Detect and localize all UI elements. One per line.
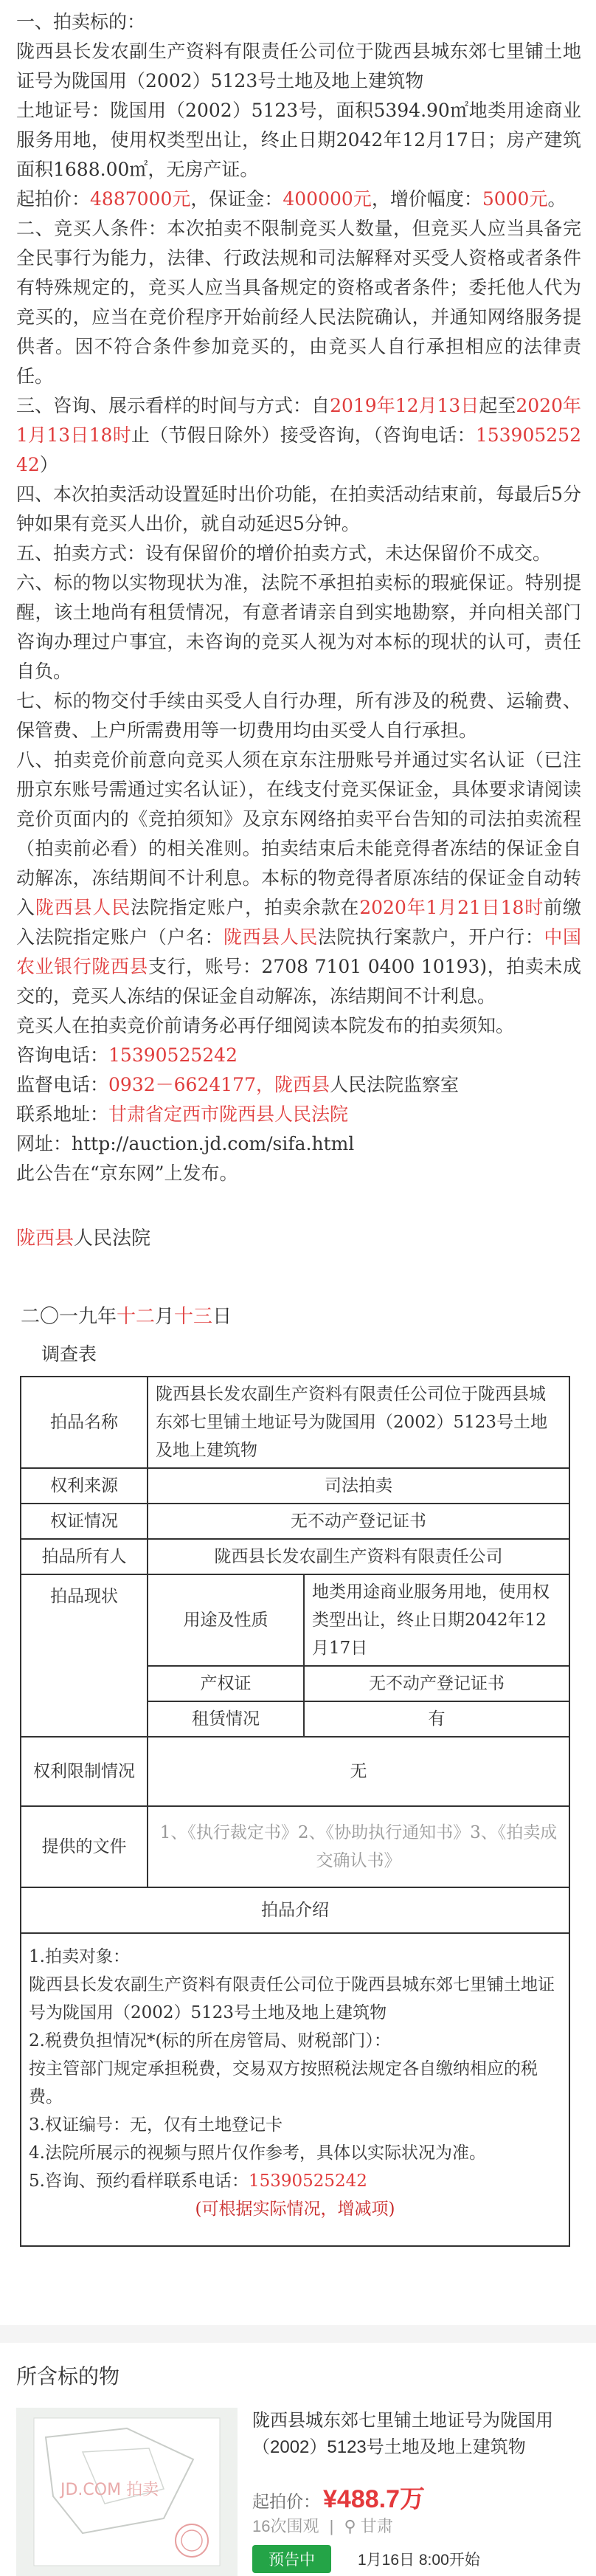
section-1-heading: 一、拍卖标的： <box>16 11 146 32</box>
table-row <box>21 1504 569 1539</box>
section-7-delivery: 七、标的物交付手续由买受人自行办理，所有涉及的税费、运输费、保管费、上户所需费用等一切费用均由买受人自行承担。 <box>16 690 581 741</box>
price-label: 起拍价： <box>252 2492 320 2511</box>
use-value: 地类用途商业服务用地，使用权类型出让，终止日期2042年12月17日 <box>304 1574 569 1666</box>
intro-line: 1.拍卖对象： <box>29 1947 130 1966</box>
intro-line: 2.税费负担情况*(标的所在房管局、财税部门）： <box>29 2031 391 2050</box>
consult-phone-line <box>16 1041 581 1070</box>
section-5-method: 五、拍卖方式：设有保留价的增价拍卖方式，未达保留价不成交。 <box>16 543 552 564</box>
owner-value: 陇西县长发农副生产资料有限责任公司 <box>148 1539 569 1574</box>
view-count: 16次围观 <box>252 2517 319 2535</box>
restrict-label: 权利限制情况 <box>21 1737 148 1806</box>
item-title[interactable]: 陇西县城东郊七里铺土地证号为陇国用（2002）5123号土地及地上建筑物 <box>252 2411 553 2457</box>
land-certificate-info: 土地证号：陇国用（2002）5123号，面积5394.90㎡地类用途商业服务用地，使用权类型出让，终止日期2042年12月17日；房产建筑面积1688.00㎡，无房产证。 <box>16 100 581 180</box>
punctuation: 。 <box>547 188 566 210</box>
table-row <box>21 1887 569 1933</box>
s8-deadline: 2020年1月21日18时 <box>359 897 544 918</box>
court-name <box>16 1224 150 1253</box>
supervise-phone-line <box>16 1070 581 1100</box>
s3-end-date: 2020年1月13日18时 <box>16 395 582 446</box>
lease-label: 租赁情况 <box>148 1701 304 1737</box>
separator: | <box>329 2517 334 2535</box>
website-label: 网址： <box>16 1133 72 1154</box>
s3-tail: ） <box>39 454 58 475</box>
s8-court-1: 陇西县人民 <box>35 897 131 918</box>
intro-contact-prefix: 5.咨询、预约看样联系电话： <box>29 2172 249 2191</box>
issue-date <box>21 1302 232 1332</box>
cert-label: 权证情况 <box>21 1504 148 1539</box>
restrict-value: 无 <box>148 1737 569 1806</box>
price-value: ¥488.7万 <box>323 2485 425 2513</box>
supervise-phone[interactable]: 0932－6624177，陇西县 <box>108 1074 330 1095</box>
consult-label: 咨询电话： <box>16 1044 109 1066</box>
intro-contact-line <box>29 2167 561 2195</box>
thumbnail-image <box>16 2408 238 2576</box>
court-name-tail: 人民法院 <box>74 1227 151 1250</box>
date-month: 十二 <box>117 1306 156 1328</box>
address-label: 联系地址： <box>16 1103 109 1125</box>
s8-d: 法院执行案款户，开户行： <box>317 926 544 948</box>
table-row <box>21 1933 569 2246</box>
date-day: 十三 <box>174 1306 213 1328</box>
date-tail: 日 <box>212 1306 232 1328</box>
intro-line: 按主管部门规定承担税费，交易双方按照税法规定各自缴纳相应的税费。 <box>29 2059 538 2107</box>
website-line <box>16 1129 581 1159</box>
section-8-payment <box>16 745 581 1011</box>
deposit-label: ，保证金： <box>190 188 283 210</box>
start-price: 4887000元 <box>90 188 191 210</box>
intro-note: (可根据实际情况，增减项) <box>195 2200 395 2219</box>
court-name-red: 陇西县 <box>16 1227 74 1250</box>
date-mid: 月 <box>155 1306 175 1328</box>
rights-source-value: 司法拍卖 <box>148 1468 569 1504</box>
start-time: 1月16日 8:00开始 <box>358 2552 480 2569</box>
intro-content <box>21 1933 569 2246</box>
subject-description: 陇西县长发农副生产资料有限责任公司位于陇西县城东郊七里铺土地证号为陇国用（2002）5123号土地及地上建筑物 <box>16 41 581 92</box>
item-name-label: 拍品名称 <box>21 1377 148 1468</box>
rights-source-label: 权利来源 <box>21 1468 148 1504</box>
start-price-label: 起拍价： <box>16 188 91 210</box>
related-items-title: 所含标的物 <box>16 2365 120 2388</box>
survey-table <box>20 1376 570 2247</box>
title-cert-value: 无不动产登记证书 <box>304 1666 569 1701</box>
publish-note: 此公告在“京东网”上发布。 <box>16 1163 238 1184</box>
intro-line: 4.法院所展示的视频与照片仅作参考，具体以实际状况为准。 <box>29 2143 486 2163</box>
table-row <box>21 1574 569 1666</box>
s8-e: 支行，账号：2708 7101 0400 10193)，拍卖未成交的，竞买人冻结的保证金自动解冻，冻结期间不计利息。 <box>16 956 581 1007</box>
section-3-consultation <box>16 391 581 480</box>
s8-bank: 中国农业银行陇西县 <box>16 926 581 977</box>
status-row <box>252 2545 480 2573</box>
survey-title: 调查表 <box>41 1343 97 1365</box>
location-pin-icon: ⚲ <box>344 2517 356 2535</box>
section-4-delay: 四、本次拍卖活动设置延时出价功能，在拍卖活动结束前，每最后5分钟如果有竞买人出价，就自动延迟5分钟。 <box>16 483 581 534</box>
supervise-label: 监督电话： <box>16 1074 109 1095</box>
announcement-body <box>16 0 581 1188</box>
thumbnail-watermark: JD.COM 拍卖 <box>60 2481 159 2499</box>
status-badge: 预告中 <box>252 2545 331 2573</box>
table-row <box>21 1468 569 1504</box>
location: 甘肃 <box>360 2517 393 2535</box>
increment-label: ，增价幅度： <box>371 188 482 210</box>
auction-item-card[interactable] <box>16 2408 581 2576</box>
table-row <box>21 1806 569 1887</box>
item-name-value: 陇西县长发农副生产资料有限责任公司位于陇西县城东郊七里铺土地证号为陇国用（2002）5123号土地及地上建筑物 <box>148 1377 569 1468</box>
reminder: 竞买人在拍卖竞价前请务必再仔细阅读本院发布的拍卖须知。 <box>16 1015 515 1036</box>
docs-label: 提供的文件 <box>21 1806 148 1887</box>
s3-phone[interactable]: 15390525242 <box>16 424 581 475</box>
s3-start-date: 2019年12月13日 <box>330 395 479 416</box>
s8-court-2: 陇西县人民 <box>224 926 318 948</box>
supervise-tail: 人民法院监察室 <box>329 1074 459 1095</box>
lease-value: 有 <box>304 1701 569 1737</box>
website-link[interactable]: http://auction.jd.com/sifa.html <box>72 1133 355 1154</box>
intro-heading: 拍品介绍 <box>21 1887 569 1933</box>
consult-phone[interactable]: 15390525242 <box>108 1044 238 1066</box>
section-divider <box>0 2325 596 2343</box>
title-cert-label: 产权证 <box>148 1666 304 1701</box>
s3-mid2: 止（节假日除外）接受咨询，（咨询电话： <box>131 424 476 446</box>
price-row <box>252 2479 425 2515</box>
deposit-amount: 400000元 <box>283 188 372 210</box>
s8-b: 法院指定账户，拍卖余款在 <box>131 897 360 918</box>
use-label: 用途及性质 <box>148 1574 304 1666</box>
item-thumbnail[interactable] <box>16 2408 238 2576</box>
increment-amount: 5000元 <box>482 188 548 210</box>
address-line <box>16 1100 581 1129</box>
cert-value: 无不动产登记证书 <box>148 1504 569 1539</box>
s3-prefix: 三、咨询、展示看样的时间与方式：自 <box>16 395 330 416</box>
stats-row <box>252 2514 393 2537</box>
section-6-condition: 六、标的物以实物现状为准，法院不承担拍卖标的瑕疵保证。特别提醒，该土地尚有租赁情况，有意者请亲自到实地勘察，并向相关部门咨询办理过户事宜，未咨询的竞买人视为对本标的现状的认可，责任自负。 <box>16 572 581 682</box>
table-row <box>21 1377 569 1468</box>
intro-line: 陇西县长发农副生产资料有限责任公司位于陇西县城东郊七里铺土地证号为陇国用（2002）5123号土地及地上建筑物 <box>29 1975 555 2022</box>
intro-line: 3.权证编号：无，仅有土地登记卡 <box>29 2115 283 2135</box>
address-value: 甘肃省定西市陇西县人民法院 <box>108 1103 349 1125</box>
s3-mid: 起至 <box>479 395 516 416</box>
intro-contact-phone[interactable]: 15390525242 <box>248 2172 367 2191</box>
status-label: 拍品现状 <box>21 1574 148 1737</box>
docs-value: 1、《执行裁定书》2、《协助执行通知书》3、《拍卖成交确认书》 <box>148 1806 569 1887</box>
date-prefix: 二〇一九年 <box>21 1306 117 1328</box>
table-row <box>21 1737 569 1806</box>
section-2-bidder-conditions: 二、竞买人条件：本次拍卖不限制竞买人数量，但竞买人应当具备完全民事行为能力，法律、行政法规和司法解释对买受人资格或者条件有特殊规定的，竞买人应当具备规定的资格或者条件；委托他人代为竞买的，应当在竞价程序开始前经人民法院确认，并通知网络服务提供者。因不符合条件参加竞买的，由竞买人自行承担相应的法律责任。 <box>16 218 581 387</box>
owner-label: 拍品所有人 <box>21 1539 148 1574</box>
s8-a: 八、拍卖竞价前意向竞买人须在京东注册账号并通过实名认证（已注册京东账号需通过实名认证），在线支付竞买保证金，具体要求请阅读竞价页面内的《竞拍须知》及京东网络拍卖平台告知的司法拍卖流程（拍卖前必看）的相关准则。拍卖结束后未能竞得者冻结的保证金自动解冻，冻结期间不计利息。本标的物竞得者原冻结的保证金自动转入 <box>16 749 581 918</box>
table-row <box>21 1539 569 1574</box>
price-line <box>16 185 581 214</box>
s8-c: 前缴入法院指定账户（户名： <box>16 897 581 948</box>
